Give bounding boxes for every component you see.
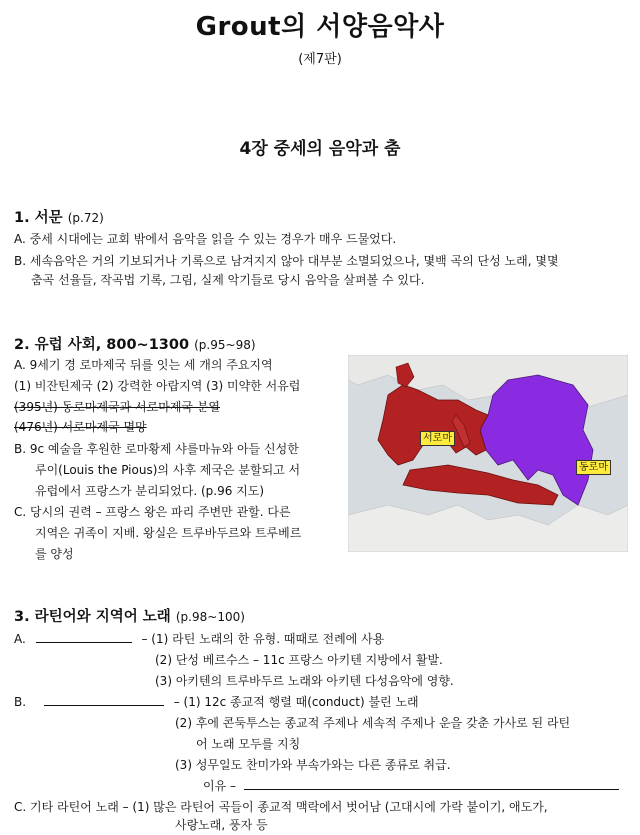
section-2-item-a: A. 9세기 경 로마제국 뒤를 잇는 세 개의 주요지역 [14, 358, 273, 372]
section-1-item-b-line2: 춤곡 선율들, 작곡법 기록, 그림, 실제 악기들로 당시 음악을 살펴볼 수 있다. [31, 273, 425, 287]
section-1-title: 1. 서문 [14, 210, 63, 226]
fill-in-blank-b[interactable] [44, 694, 164, 706]
section-1-item-b-line1: B. 세속음악은 거의 기보되거나 기록으로 남겨지지 않아 대부분 소멸되었으나, 몇백 곡의 단성 노래, 몇몇 [14, 254, 559, 268]
page-title: Grout의 서양음악사 [195, 12, 445, 42]
section-2-heading [14, 333, 256, 354]
struck-note-476: (476년) 서로마제국 멸망 [14, 420, 147, 434]
reason-row [203, 778, 619, 795]
section-2-title: 2. 유럽 사회, 800~1300 [14, 337, 190, 353]
section-3-heading [14, 605, 245, 626]
reason-label: 이유 – [203, 779, 236, 793]
section-3-item-c-line2: 사랑노래, 풍자 등 [175, 818, 268, 832]
section-2-item-c-line2: 지역은 귀족이 지배. 왕실은 트루바두르와 트루베르 [35, 526, 302, 540]
section-1-heading [14, 206, 104, 227]
section-3-item-b-line1: – (1) 12c 종교적 행렬 때(conduct) 불린 노래 [173, 695, 419, 709]
map-graphic [348, 355, 628, 552]
map-label-east-rome: 동로마 [576, 460, 611, 475]
chapter-title: 4장 중세의 음악과 춤 [239, 139, 401, 159]
section-3-item-a-line1: – (1) 라틴 노래의 한 유형. 때때로 전례에 사용 [141, 632, 385, 646]
section-1-page: (p.72) [67, 211, 104, 225]
section-3-item-b-prefix: B. [14, 695, 27, 709]
roman-empire-map [348, 355, 628, 552]
section-3-item-a-prefix: A. [14, 632, 26, 646]
section-1-item-a: A. 중세 시대에는 교회 밖에서 음악을 읽을 수 있는 경우가 매우 드물었다. [14, 232, 397, 246]
struck-note-395: (395년) 동로마제국과 서로마제국 분열 [14, 400, 221, 414]
section-3-item-b-line2: (2) 후에 콘둑투스는 종교적 주제나 세속적 주제나 운을 갖춘 가사로 된 라틴 [175, 716, 571, 730]
map-label-west-rome: 서로마 [420, 431, 455, 446]
section-2-item-b-line2: 루이(Louis the Pious)의 사후 제국은 분할되고 서 [35, 463, 301, 477]
section-2-item-c-line3: 를 양성 [35, 547, 74, 561]
section-3-page: (p.98~100) [175, 610, 245, 624]
section-2-item-a-list: (1) 비잔틴제국 (2) 강력한 아랍지역 (3) 미약한 서유럽 [14, 379, 301, 393]
section-3-item-a-line3: (3) 아키텐의 트루바두르 노래와 아키텐 다성음악에 영향. [155, 674, 454, 688]
section-2-item-c-line1: C. 당시의 권력 – 프랑스 왕은 파리 주변만 관할. 다른 [14, 505, 291, 519]
section-2-item-b-line3: 유럽에서 프랑스가 분리되었다. (p.96 지도) [35, 484, 265, 498]
reason-blank[interactable] [244, 778, 619, 790]
section-3-item-b [14, 694, 419, 711]
section-2-page: (p.95~98) [194, 338, 256, 352]
section-3-title: 3. 라틴어와 지역어 노래 [14, 609, 171, 625]
section-3-item-b-line2b: 어 노래 모두를 지칭 [196, 737, 301, 751]
section-3-item-c-line1: C. 기타 라틴어 노래 – (1) 많은 라틴어 곡들이 종교적 맥락에서 벗어남 (고대시에 가락 붙이기, 애도가, [14, 800, 548, 814]
fill-in-blank-a[interactable] [36, 631, 132, 643]
edition-label: (제7판) [298, 52, 342, 67]
section-3-item-a [14, 631, 384, 648]
section-3-item-a-line2: (2) 단성 베르수스 – 11c 프랑스 아키텐 지방에서 활발. [155, 653, 443, 667]
section-3-item-b-line3: (3) 성무일도 찬미가와 부속가와는 다른 종류로 취급. [175, 758, 451, 772]
section-2-item-b-line1: B. 9c 예술을 후원한 로마황제 샤를마뉴와 아들 신성한 [14, 442, 299, 456]
